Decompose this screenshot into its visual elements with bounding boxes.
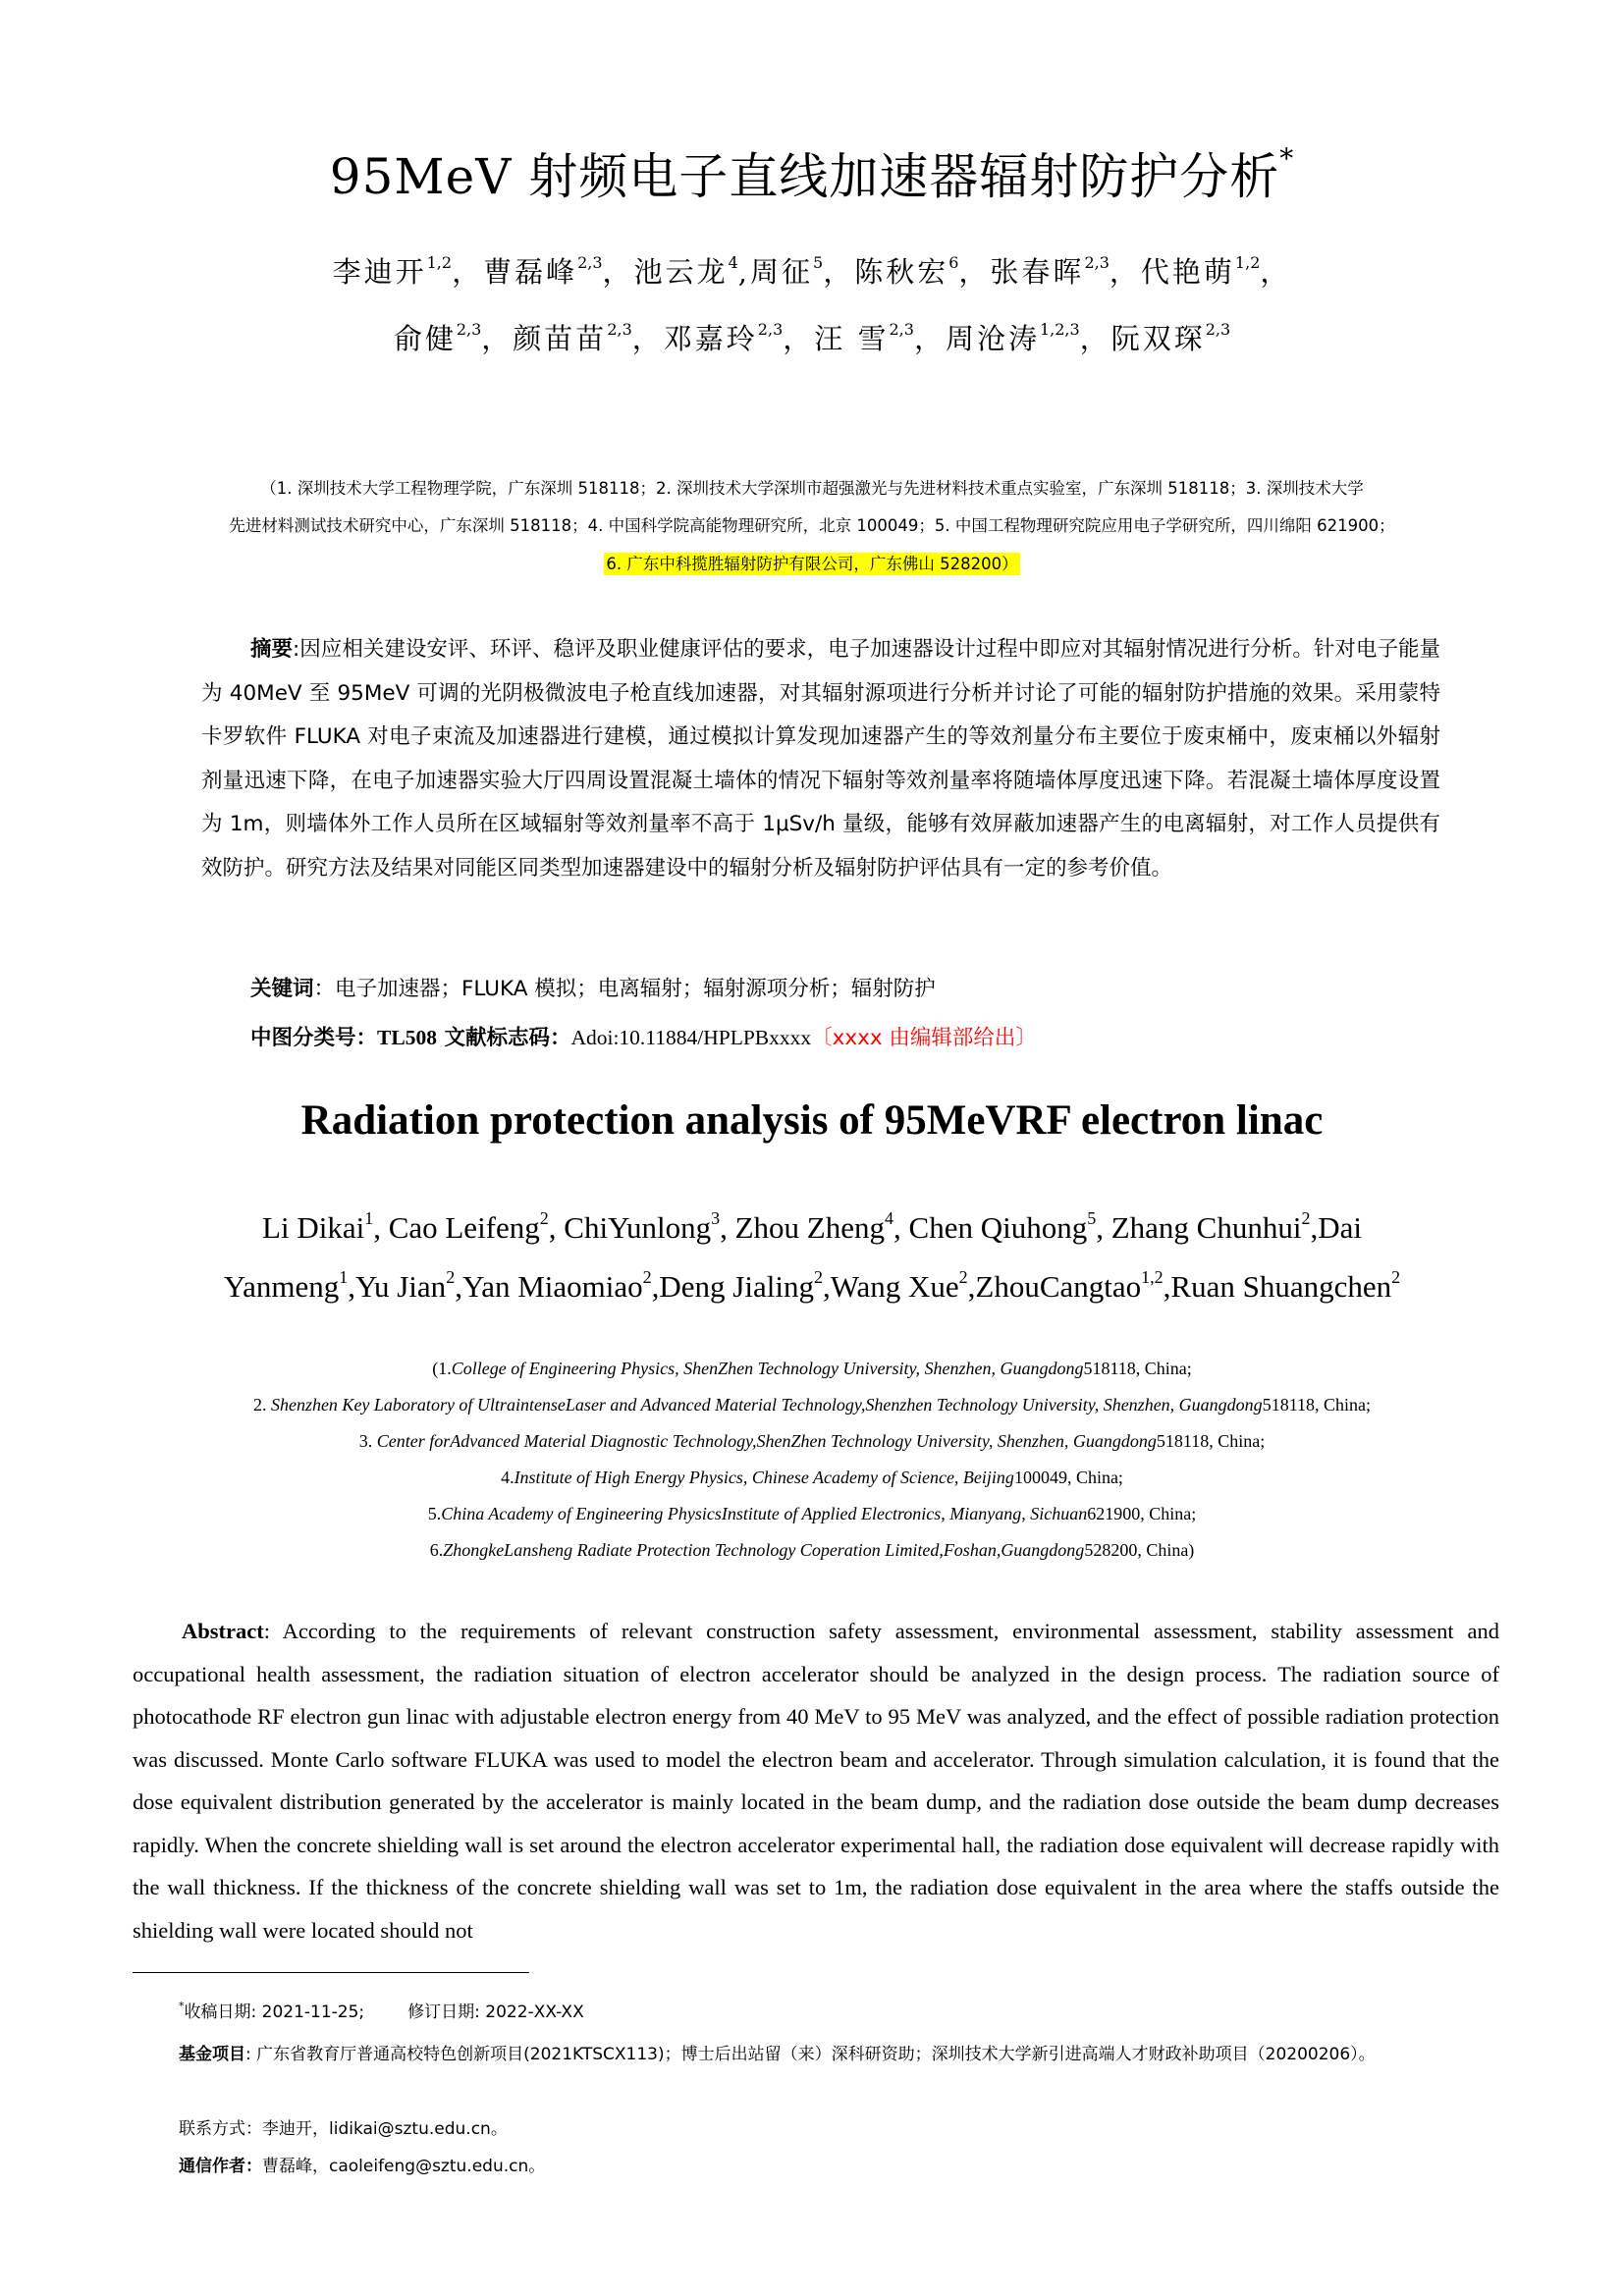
author-affiliation-mark: 1 [364, 1208, 374, 1228]
affiliation-number: 3. [358, 1431, 377, 1451]
author-name: Wang Xue [830, 1269, 959, 1304]
author-affiliation-mark: 2,3 [577, 253, 603, 272]
author-affiliation-mark: 1,2 [1141, 1267, 1164, 1287]
classification-code: TL508 [377, 1026, 437, 1049]
english-affiliation-5 [0, 1504, 1624, 1524]
chinese-affiliation-line-1: （1. 深圳技术大学工程物理学院，广东深圳 518118；2. 深圳技术大学深圳市超强激光与先进材料技术重点实验室，广东深圳 518118；3. 深圳技术大学 [260, 479, 1364, 498]
affiliation-text: Center forAdvanced Material Diagnostic Technology,ShenZhen Technology University, Shenzhen, Guangdong [376, 1431, 1157, 1451]
author-affiliation-mark: 2,3 [1205, 320, 1231, 339]
author-name: Zhou Zheng [734, 1210, 886, 1245]
english-affiliation-3 [0, 1431, 1624, 1452]
chinese-authors-line-2 [0, 317, 1624, 357]
author-separator: ， [452, 255, 484, 289]
author-affiliation-mark: 6 [948, 253, 959, 272]
author-affiliation-mark: 1 [339, 1267, 349, 1287]
affiliation-text: College of Engineering Physics, ShenZhen Technology University, Shenzhen, Guangdong [451, 1359, 1084, 1378]
received-mark: * [179, 2000, 185, 2012]
affiliation-postcode: 518118, China; [1262, 1395, 1372, 1415]
author-name: 俞健 [393, 322, 457, 355]
received-date: 收稿日期: 2021-11-25; [184, 2002, 365, 2022]
title-footnote-mark: * [1279, 142, 1295, 175]
affiliation-text: Shenzhen Key Laboratory of UltraintenseLaser and Advanced Material Technology,Shenzhen Technology University, Shenzhen, Guangdong [270, 1395, 1263, 1415]
chinese-keywords-label: 关键词 [250, 977, 314, 1001]
author-affiliation-mark: 2 [539, 1208, 549, 1228]
author-separator: , [893, 1210, 909, 1245]
classification-label: 中图分类号： [250, 1026, 378, 1050]
author-separator: ， [1260, 255, 1292, 289]
affiliation-postcode: 528200, China) [1084, 1540, 1195, 1560]
affiliation-postcode: 518118, China; [1156, 1431, 1266, 1451]
english-affiliation-4 [0, 1468, 1624, 1488]
chinese-keywords [250, 972, 936, 1002]
affiliation-number: 5. [427, 1504, 442, 1523]
author-name: 邓嘉玲 [663, 322, 758, 355]
author-affiliation-mark: 1,2,3 [1039, 320, 1080, 339]
footnote-corresponding-author [179, 2152, 545, 2176]
author-name: 周征 [749, 255, 813, 289]
author-name: 陈秋宏 [854, 255, 949, 289]
author-name: Zhang Chunhui [1110, 1210, 1302, 1245]
chinese-title [0, 137, 1624, 208]
affiliation-postcode: 518118, China; [1083, 1359, 1192, 1378]
author-affiliation-mark: 2,3 [757, 320, 784, 339]
author-affiliation-mark: 4 [728, 253, 738, 272]
english-affiliation-1 [0, 1359, 1624, 1379]
author-name: Yan Miaomiao [461, 1269, 643, 1304]
author-affiliation-mark: 2 [642, 1267, 652, 1287]
author-name: 曹磊峰 [483, 255, 578, 289]
footnote-divider [133, 1972, 529, 1973]
author-separator: , [967, 1269, 976, 1304]
affiliation-number: 2. [252, 1395, 271, 1415]
author-separator: , [348, 1269, 356, 1304]
author-separator: ， [913, 322, 946, 355]
english-abstract-text: : According to the requirements of relevant construction safety assessment, environmental assessment, stability assessment and occupational health assessment, the radiation situation of electron accelerator should be analyzed in the design process. The radiation source of photocathode RF electron gun linac with adjustable electron energy from 40 MeV to 95 MeV was analyzed, and the effect of possible radiation protection was discussed. Monte Carlo software FLUKA was used to model the electron beam and accelerator. Through simulation calculation, it is found that the dose equivalent distribution generated by the accelerator is mainly located in the beam dump, and the radiation dose outside the beam dump decreases rapidly. When the concrete shielding wall is set around the electron accelerator experimental hall, the radiation dose equivalent will decrease rapidly with the wall thickness. If the thickness of the concrete shielding wall was set to 1m, the radiation dose equivalent in the area where the staffs outside the shielding wall were located should not [133, 1619, 1499, 1943]
doi-editor-note: 〔xxxx 由编辑部给出〕 [811, 1026, 1037, 1050]
chinese-affiliation-line-3 [0, 551, 1624, 574]
chinese-abstract [201, 628, 1440, 890]
english-authors-line-1 [0, 1208, 1624, 1246]
author-separator: ， [481, 322, 514, 355]
author-separator: , [373, 1210, 389, 1245]
author-name: Yu Jian [355, 1269, 447, 1304]
author-separator: ， [958, 255, 991, 289]
author-affiliation-mark: 2 [813, 1267, 823, 1287]
chinese-authors-line-1 [0, 250, 1624, 291]
author-name: 周沧涛 [945, 322, 1040, 355]
chinese-abstract-text: :因应相关建设安评、环评、稳评及职业健康评估的要求，电子加速器设计过程中即应对其辐射情况进行分析。针对电子能量为 40MeV 至 95MeV 可调的光阴极微波电子枪直线加速器，对其辐射源项进行分析并讨论了可能的辐射防护措施的效果。采用蒙特卡罗软件 FLUKA 对电子束流及加速器进行建模，通过模拟计算发现加速器产生的等效剂量分布主要位于废束桶中，废束桶以外辐射剂量迅速下降，在电子加速器实验大厅四周设置混凝土墙体的情况下辐射等效剂量率将随墙体厚度迅速下降。若混凝土墙体厚度设置为 1m，则墙体外工作人员所在区域辐射等效剂量率不高于 1μSv/h 量级，能够有效屏蔽加速器产生的电离辐射，对工作人员提供有效防护。研究方法及结果对同能区同类型加速器建设中的辐射分析及辐射防护评估具有一定的参考价值。 [201, 637, 1440, 881]
author-separator: ， [602, 255, 634, 289]
chinese-keywords-text: ：电子加速器；FLUKA 模拟；电离辐射；辐射源项分析；辐射防护 [313, 977, 936, 1001]
author-name: 池云龙 [633, 255, 729, 289]
author-name: 颜苗苗 [513, 322, 608, 355]
english-authors-line-2 [0, 1267, 1624, 1305]
affiliation-number: 6. [429, 1540, 444, 1560]
author-separator: ， [1109, 255, 1141, 289]
corresponding-label: 通信作者： [179, 2157, 262, 2176]
affiliation-number: 4. [501, 1468, 514, 1487]
author-affiliation-mark: 2 [958, 1267, 968, 1287]
funding-label: 基金项目 [179, 2045, 245, 2064]
affiliation-text: Institute of High Energy Physics, Chinese Academy of Science, Beijing [514, 1468, 1014, 1487]
english-affiliation-6 [0, 1540, 1624, 1561]
affiliation-text: China Academy of Engineering PhysicsInstitute of Applied Electronics, Mianyang, Sichuan [441, 1504, 1088, 1523]
author-separator: , [720, 1210, 735, 1245]
author-separator: , [1096, 1210, 1111, 1245]
document-code-label: 文献标志码： [436, 1026, 571, 1050]
author-affiliation-mark: 1,2 [426, 253, 453, 272]
author-affiliation-mark: 5 [813, 253, 824, 272]
author-separator: ， [1079, 322, 1111, 355]
author-separator: , [1163, 1269, 1171, 1304]
author-affiliation-mark: 2,3 [889, 320, 914, 339]
author-name: ZhouCangtao [975, 1269, 1142, 1304]
classification-line [250, 1021, 1037, 1051]
author-affiliation-mark: 2 [446, 1267, 456, 1287]
affiliation-postcode: 621900, China; [1087, 1504, 1197, 1523]
author-name: ChiYunlong [564, 1210, 712, 1245]
footnote-contact: 联系方式：李迪开，lidikai@sztu.edu.cn。 [179, 2119, 508, 2139]
author-affiliation-mark: 3 [711, 1208, 721, 1228]
author-name: 张春晖 [990, 255, 1085, 289]
chinese-abstract-label: 摘要 [250, 637, 294, 662]
author-affiliation-mark: 2 [1301, 1208, 1311, 1228]
chinese-title-text: 95MeV 射频电子直线加速器辐射防护分析 [329, 148, 1280, 205]
author-affiliation-mark: 2 [1391, 1267, 1401, 1287]
highlighted-affiliation: 6. 广东中科揽胜辐射防护有限公司，广东佛山 528200） [606, 555, 1018, 573]
footnote-funding [133, 2038, 1499, 2071]
author-name: Yanmeng [223, 1269, 340, 1304]
author-affiliation-mark: 2,3 [1084, 253, 1110, 272]
revised-date: 修订日期: 2022-XX-XX [407, 2002, 584, 2022]
author-affiliation-mark: 1,2 [1234, 253, 1261, 272]
author-affiliation-mark: 2,3 [607, 320, 632, 339]
author-separator: , [651, 1269, 660, 1304]
author-name: Cao Leifeng [388, 1210, 540, 1245]
author-separator: ， [823, 255, 855, 289]
english-affiliation-2 [0, 1395, 1624, 1415]
author-separator: , [737, 255, 750, 289]
english-abstract [133, 1610, 1499, 1951]
author-separator: , [548, 1210, 565, 1245]
author-separator: ,Dai [1310, 1210, 1362, 1245]
author-affiliation-mark: 2,3 [456, 320, 482, 339]
author-affiliation-mark: 4 [885, 1208, 894, 1228]
funding-text: : 广东省教育厅普通高校特色创新项目(2021KTSCX113)；博士后出站留（来）深科研资助；深圳技术大学新引进高端人才财政补助项目（20200206）。 [245, 2045, 1376, 2064]
author-name: 代艳萌 [1140, 255, 1235, 289]
author-separator: ， [783, 322, 815, 355]
corresponding-text: 曹磊峰，caoleifeng@sztu.edu.cn。 [262, 2157, 546, 2176]
author-separator: ， [631, 322, 664, 355]
author-name: 汪 雪 [814, 322, 890, 355]
author-name: 李迪开 [332, 255, 427, 289]
author-name: Li Dikai [262, 1210, 365, 1245]
author-name: 阮双琛 [1110, 322, 1206, 355]
footnote-dates [179, 1998, 584, 2022]
affiliation-text: ZhongkeLansheng Radiate Protection Technology Coperation Limited,Foshan,Guangdong [443, 1540, 1085, 1560]
author-name: Chen Qiuhong [908, 1210, 1088, 1245]
doi-text: Adoi:10.11884/HPLPBxxxx [570, 1026, 812, 1049]
author-name: Deng Jialing [659, 1269, 814, 1304]
english-title: Radiation protection analysis of 95MeVRF electron linac [300, 1097, 1324, 1144]
affiliation-postcode: 100049, China; [1013, 1468, 1123, 1487]
chinese-affiliation-line-2: 先进材料测试技术研究中心，广东深圳 518118；4. 中国科学院高能物理研究所，北京 100049；5. 中国工程物理研究院应用电子学研究所，四川绵阳 621900； [229, 516, 1395, 535]
english-abstract-label: Abstract [182, 1619, 264, 1643]
author-name: Ruan Shuangchen [1170, 1269, 1392, 1304]
affiliation-number: (1. [432, 1359, 452, 1378]
author-separator: , [822, 1269, 831, 1304]
author-separator: , [455, 1269, 462, 1304]
author-affiliation-mark: 5 [1087, 1208, 1097, 1228]
